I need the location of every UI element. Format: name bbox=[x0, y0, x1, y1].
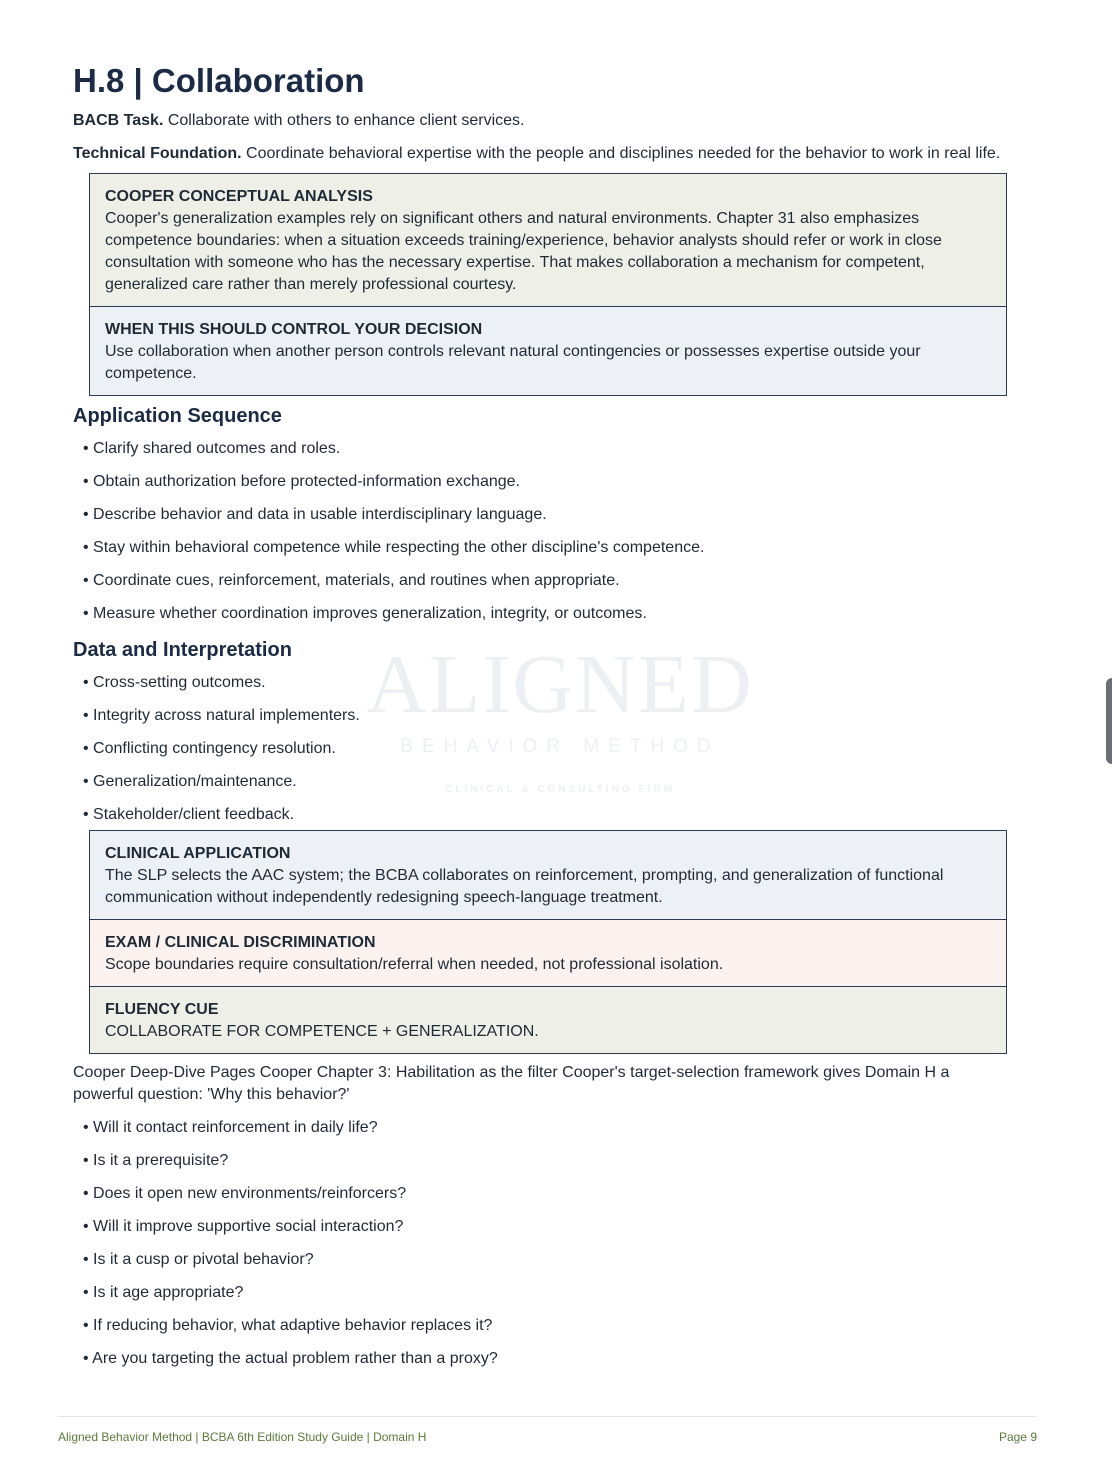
fluency-cue-box bbox=[90, 986, 1006, 1053]
watermark-tagline: CLINICAL & CONSULTING FIRM bbox=[445, 784, 675, 795]
box-text: COLLABORATE FOR COMPETENCE + GENERALIZATION. bbox=[105, 1023, 539, 1040]
bacb-task-label: BACB Task. bbox=[73, 112, 164, 129]
list-item: • Obtain authorization before protected-information exchange. bbox=[83, 471, 704, 504]
watermark-title: ALIGNED bbox=[366, 638, 754, 731]
list-item: • Are you targeting the actual problem rather than a proxy? bbox=[83, 1348, 498, 1381]
page-title: H.8 | Collaboration bbox=[73, 62, 365, 99]
box-text: The SLP selects the AAC system; the BCBA collaborates on reinforcement, prompting, and generalization of functional communication without independently redesigning speech-language treatment. bbox=[105, 867, 944, 906]
list-item: • If reducing behavior, what adaptive behavior replaces it? bbox=[83, 1315, 498, 1348]
watermark-logo bbox=[360, 640, 760, 810]
technical-foundation-label: Technical Foundation. bbox=[73, 145, 242, 162]
deep-dive-paragraph: Cooper Deep-Dive Pages Cooper Chapter 3: Habilitation as the filter Cooper's target-selection framework gives Domain H a powerful question: 'Why this behavior?' bbox=[73, 1064, 950, 1103]
application-sequence-list bbox=[83, 438, 704, 636]
cooper-conceptual-analysis-box bbox=[90, 174, 1006, 306]
list-item: • Clarify shared outcomes and roles. bbox=[83, 438, 704, 471]
technical-foundation-text: Coordinate behavioral expertise with the people and disciplines needed for the behavior to work in real life. bbox=[241, 145, 1001, 162]
list-item: • Is it age appropriate? bbox=[83, 1282, 498, 1315]
list-item: • Will it contact reinforcement in daily life? bbox=[83, 1117, 498, 1150]
list-item: • Is it a cusp or pivotal behavior? bbox=[83, 1249, 498, 1282]
application-sequence-heading: Application Sequence bbox=[73, 405, 282, 427]
clinical-box-group bbox=[89, 830, 1007, 1054]
footer-divider bbox=[58, 1416, 1036, 1417]
bacb-task-line bbox=[73, 110, 524, 132]
clinical-application-box bbox=[90, 831, 1006, 919]
box-text: Scope boundaries require consultation/referral when needed, not professional isolation. bbox=[105, 956, 724, 973]
list-item: • Conflicting contingency resolution. bbox=[83, 738, 360, 771]
list-item: • Generalization/maintenance. bbox=[83, 771, 360, 804]
list-item: • Describe behavior and data in usable interdisciplinary language. bbox=[83, 504, 704, 537]
data-interpretation-heading: Data and Interpretation bbox=[73, 639, 292, 661]
watermark-subtitle: BEHAVIOR METHOD bbox=[400, 736, 720, 757]
list-item: • Does it open new environments/reinforcers? bbox=[83, 1183, 498, 1216]
box-label: WHEN THIS SHOULD CONTROL YOUR DECISION bbox=[105, 321, 483, 338]
box-label: CLINICAL APPLICATION bbox=[105, 845, 291, 862]
box-text: Cooper's generalization examples rely on significant others and natural environments. Chapter 31 also emphasizes competence boundaries: when a situation exceeds training/experience, behavior analysts should refer or work in close consultation with someone who has the necessary expertise. That makes collaboration a mechanism for competent, generalized care rather than merely professional courtesy. bbox=[105, 210, 942, 293]
list-item: • Coordinate cues, reinforcement, materials, and routines when appropriate. bbox=[83, 570, 704, 603]
data-interpretation-list bbox=[83, 672, 360, 837]
box-text: Use collaboration when another person controls relevant natural contingencies or possesses expertise outside your competence. bbox=[105, 343, 921, 382]
page-number: Page 9 bbox=[998, 1430, 1037, 1444]
deep-dive-list bbox=[83, 1117, 498, 1381]
list-item: • Integrity across natural implementers. bbox=[83, 705, 360, 738]
footer-source: Aligned Behavior Method | BCBA 6th Edition Study Guide | Domain H bbox=[58, 1430, 427, 1444]
scroll-handle[interactable] bbox=[1106, 678, 1112, 764]
box-label: EXAM / CLINICAL DISCRIMINATION bbox=[105, 934, 376, 951]
list-item: • Stay within behavioral competence while respecting the other discipline's competence. bbox=[83, 537, 704, 570]
conceptual-box-group bbox=[89, 173, 1007, 396]
decision-control-box bbox=[90, 306, 1006, 395]
box-label: COOPER CONCEPTUAL ANALYSIS bbox=[105, 188, 373, 205]
box-label: FLUENCY CUE bbox=[105, 1001, 219, 1018]
exam-discrimination-box bbox=[90, 919, 1006, 986]
list-item: • Stakeholder/client feedback. bbox=[83, 804, 360, 837]
list-item: • Will it improve supportive social interaction? bbox=[83, 1216, 498, 1249]
bacb-task-text: Collaborate with others to enhance client services. bbox=[163, 112, 525, 129]
list-item: • Measure whether coordination improves generalization, integrity, or outcomes. bbox=[83, 603, 704, 636]
list-item: • Cross-setting outcomes. bbox=[83, 672, 360, 705]
technical-foundation-line bbox=[73, 143, 1000, 165]
list-item: • Is it a prerequisite? bbox=[83, 1150, 498, 1183]
